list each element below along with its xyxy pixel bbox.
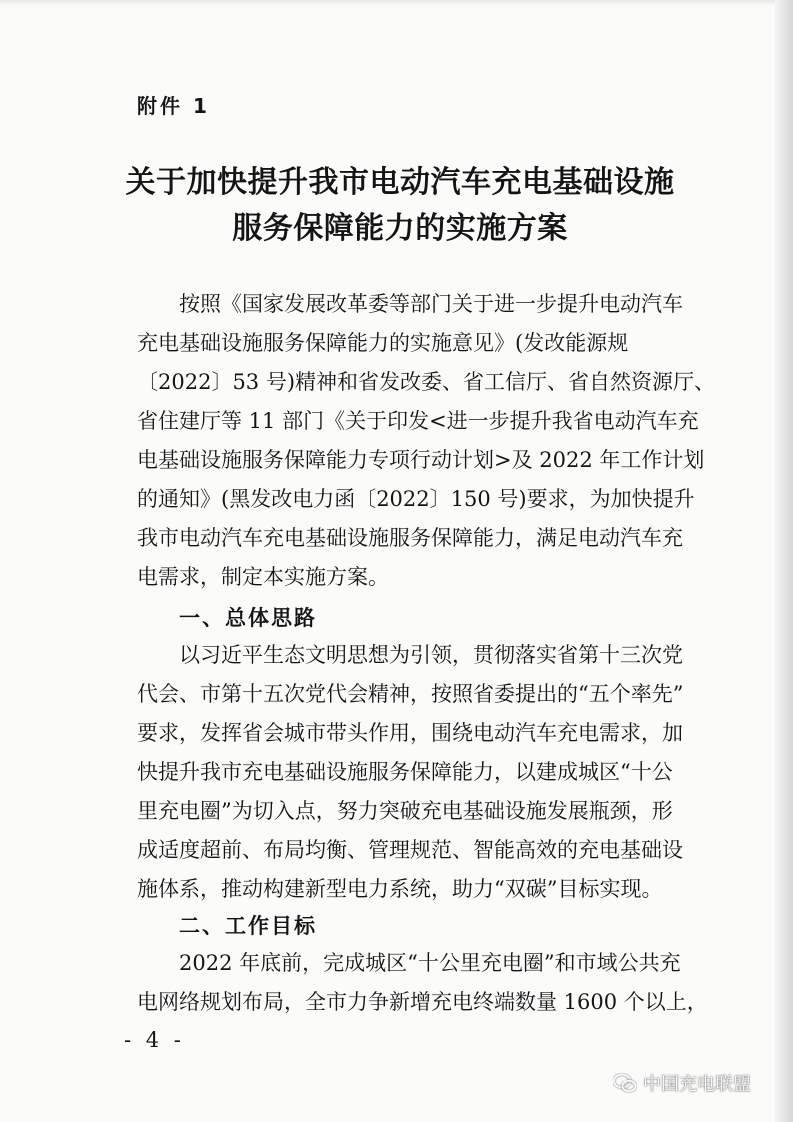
section1-line: 要求，发挥省会城市带头作用，围绕电动汽车充电需求，加 <box>137 721 683 745</box>
section1-line: 里充电圈”为切入点，努力突破充电基础设施发展瓶颈，形 <box>137 799 673 823</box>
intro-line: 省住建厅等 11 部门《关于印发<进一步提升我省电动汽车充 <box>137 409 699 433</box>
section-heading-overall-approach: 一、总体思路 <box>179 606 317 630</box>
intro-line: 电基础设施服务保障能力专项行动计划>及 2022 年工作计划 <box>137 448 705 472</box>
intro-line: 我市电动汽车充电基础设施服务保障能力，满足电动汽车充 <box>137 526 683 550</box>
section1-line: 代会、市第十五次党代会精神，按照省委提出的“五个率先” <box>137 682 684 706</box>
section2-line: 2022 年底前，完成城区“十公里充电圈”和市域公共充 <box>179 951 681 975</box>
intro-line: 按照《国家发展改革委等部门关于进一步提升电动汽车 <box>179 292 683 316</box>
intro-line: 〔2022〕53 号)精神和省发改委、省工信厅、省自然资源厅、 <box>137 370 716 394</box>
wechat-icon <box>613 1073 637 1093</box>
page-top-edge <box>0 0 793 6</box>
section1-line: 成适度超前、布局均衡、管理规范、智能高效的充电基础设 <box>137 838 683 862</box>
attachment-label: 附件 1 <box>137 94 210 118</box>
intro-line: 电需求，制定本实施方案。 <box>137 565 389 589</box>
section1-line: 施体系，推动构建新型电力系统，助力“双碳”目标实现。 <box>137 877 663 901</box>
section1-line: 以习近平生态文明思想为引领，贯彻落实省第十三次党 <box>179 643 683 667</box>
page-number: - 4 - <box>124 1028 185 1052</box>
section1-line: 快提升我市充电基础设施服务保障能力，以建成城区“十公 <box>137 760 673 784</box>
watermark <box>613 1070 751 1096</box>
section-heading-work-goals: 二、工作目标 <box>179 914 317 938</box>
document-title-line-2: 服务保障能力的实施方案 <box>232 211 568 246</box>
watermark-text: 中国充电联盟 <box>643 1074 751 1095</box>
section2-line: 电网络规划布局，全市力争新增充电终端数量 1600 个以上， <box>137 990 708 1014</box>
intro-line: 的通知》(黑发改电力函〔2022〕150 号)要求，为加快提升 <box>137 487 695 511</box>
page-right-edge <box>775 0 793 1122</box>
intro-line: 充电基础设施服务保障能力的实施意见》(发改能源规 <box>137 331 629 355</box>
document-title-line-1: 关于加快提升我市电动汽车充电基础设施 <box>125 165 675 200</box>
